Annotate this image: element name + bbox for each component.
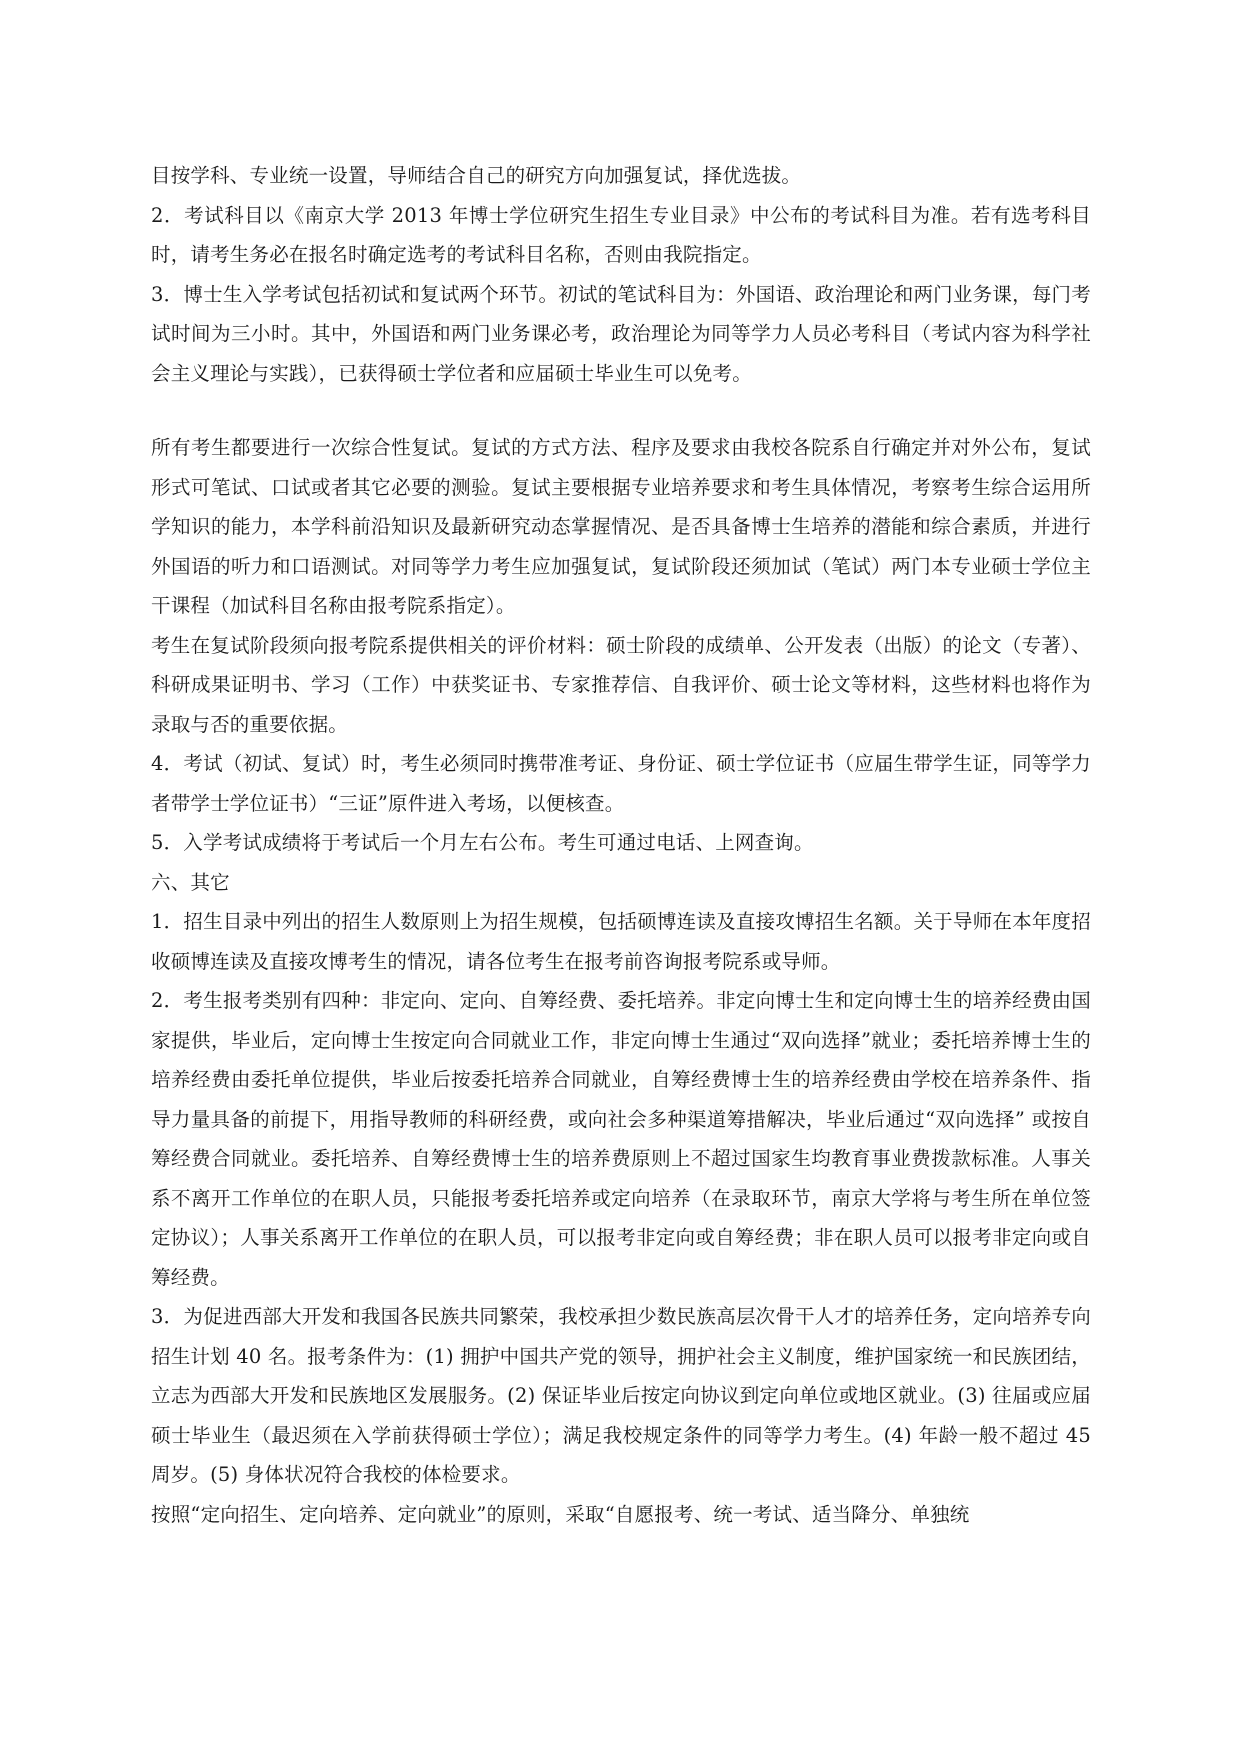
paragraph-application-categories: 2．考生报考类别有四种：非定向、定向、自筹经费、委托培养。非定向博士生和定向博士生的培养经费由国家提供，毕业后，定向博士生按定向合同就业工作，非定向博士生通过“双向选择”就业；委托培养博士生的培养经费由委托单位提供，毕业后按委托培养合同就业，自筹经费博士生的培养经费由学校在培养条件、指导力量具备的前提下，用指导教师的科研经费，或向社会多种渠道筹措解决，毕业后通过“双向选择” 或按自筹经费合同就业。委托培养、自筹经费博士生的培养费原则上不超过国家生均教育事业费拨款标准。人事关系不离开工作单位的在职人员，只能报考委托培养或定向培养（在录取环节，南京大学将与考生所在单位签定协议）；人事关系离开工作单位的在职人员，可以报考非定向或自筹经费；非在职人员可以报考非定向或自筹经费。 [151,989,1091,1289]
document-body [151,156,1091,1534]
paragraph-exam-stages: 3．博士生入学考试包括初试和复试两个环节。初试的笔试科目为：外国语、政治理论和两门业务课，每门考试时间为三小时。其中，外国语和两门业务课必考，政治理论为同等学力人员必考科目（考试内容为科学社会主义理论与实践），已获得硕士学位者和应届硕士毕业生可以免考。 [151,282,1091,385]
paragraph-targeted-principle: 按照“定向招生、定向培养、定向就业”的原则，采取“自愿报考、统一考试、适当降分、单独统 [151,1502,970,1526]
paragraph-exam-results: 5．入学考试成绩将于考试后一个月左右公布。考生可通过电话、上网查询。 [151,831,814,854]
paragraph-enrollment-quota: 1．招生目录中列出的招生人数原则上为招生规模，包括硕博连读及直接攻博招生名额。关于导师在本年度招收硕博连读及直接攻博考生的情况，请各位考生在报考前咨询报考院系或导师。 [151,910,1091,973]
paragraph-subject-setting: 目按学科、专业统一设置，导师结合自己的研究方向加强复试，择优选拔。 [151,164,802,187]
section-heading-other: 六、其它 [151,870,230,894]
paragraph-spacer [151,393,1091,428]
paragraph-minority-program: 3．为促进西部大开发和我国各民族共同繁荣，我校承担少数民族高层次骨干人才的培养任务，定向培养专向招生计划 40 名。报考条件为：(1) 拥护中国共产党的领导，拥护社会主义制度，维护国家统一和民族团结，立志为西部大开发和民族地区发展服务。(2) 保证毕业后按定向协议到定向单位或地区就业。(3) 往届或应届硕士毕业生（最迟须在入学前获得硕士学位）；满足我校规定条件的同等学力考生。(4) 年龄一般不超过 45 周岁。(5) 身体状况符合我校的体检要求。 [151,1305,1091,1486]
paragraph-evaluation-materials: 考生在复试阶段须向报考院系提供相关的评价材料：硕士阶段的成绩单、公开发表（出版）的论文（专著）、科研成果证明书、学习（工作）中获奖证书、专家推荐信、自我评价、硕士论文等材料，这些材料也将作为录取与否的重要依据。 [151,633,1091,736]
paragraph-exam-subjects: 2．考试科目以《南京大学 2013 年博士学位研究生招生专业目录》中公布的考试科目为准。若有选考科目时，请考生务必在报名时确定选考的考试科目名称，否则由我院指定。 [151,203,1091,266]
paragraph-exam-documents: 4．考试（初试、复试）时，考生必须同时携带准考证、身份证、硕士学位证书（应届生带学生证，同等学力者带学士学位证书）“三证”原件进入考场，以便核查。 [151,752,1091,815]
paragraph-retest: 所有考生都要进行一次综合性复试。复试的方式方法、程序及要求由我校各院系自行确定并对外公布，复试形式可笔试、口试或者其它必要的测验。复试主要根据专业培养要求和考生具体情况，考察考生综合运用所学知识的能力，本学科前沿知识及最新研究动态掌握情况、是否具备博士生培养的潜能和综合素质，并进行外国语的听力和口语测试。对同等学力考生应加强复试，复试阶段还须加试（笔试）两门本专业硕士学位主干课程（加试科目名称由报考院系指定）。 [151,436,1091,617]
